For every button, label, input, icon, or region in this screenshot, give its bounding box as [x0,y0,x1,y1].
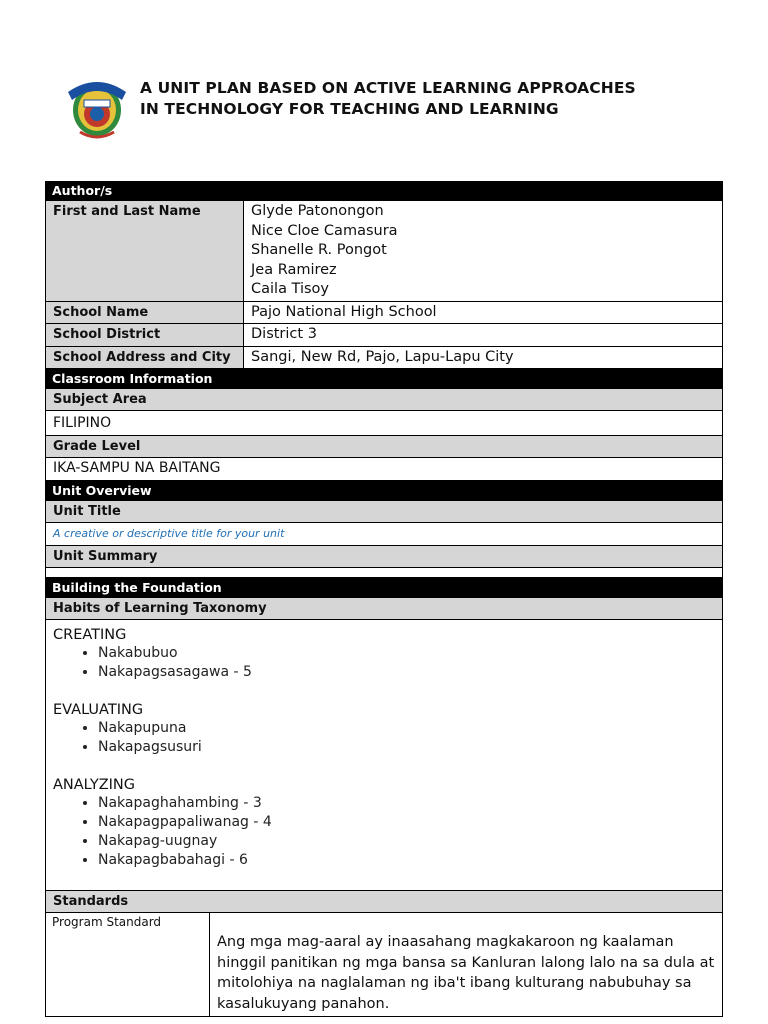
author-name: Jea Ramirez [251,261,337,278]
grade-level: IKA-SAMPU NA BAITANG [53,460,221,476]
college-seal-logo [62,70,132,140]
school-name: Pajo National High School [251,303,437,320]
row-school-district [45,324,723,347]
unit-title-placeholder: A creative or descriptive title for your unit [53,527,285,540]
label-grade-level: Grade Level [46,436,722,457]
row-grade-label [45,436,723,458]
subject-area: FILIPINO [53,415,112,431]
label-school-district: School District [46,324,244,346]
row-unit-title-label [45,501,723,523]
label-standards: Standards [46,891,722,912]
row-unit-summary-value [45,568,723,578]
taxonomy-heading: CREATING [53,627,127,643]
document-title: A UNIT PLAN BASED ON ACTIVE LEARNING APPROACHES IN TECHNOLOGY FOR TEACHING AND LEARNING [140,79,636,118]
taxonomy-heading: EVALUATING [53,702,144,718]
author-name: Nice Cloe Camasura [251,222,398,239]
row-unit-title-value [45,523,723,546]
document-header [62,70,702,150]
school-address: Sangi, New Rd, Pajo, Lapu-Lapu City [251,348,514,365]
taxonomy-list [53,644,272,682]
label-school-address: School Address and City [46,347,244,369]
list-item: • Nakapagpapaliwanag - 4 [98,813,272,832]
school-district: District 3 [251,326,317,342]
row-subject-label [45,389,723,411]
list-item: • Nakapagsasagawa - 5 [98,663,272,682]
section-unit-overview: Unit Overview [45,481,723,501]
list-item: • Nakapaghahambing - 3 [98,794,272,813]
list-item: • Nakabubuo [98,644,272,663]
row-school-name [45,302,723,325]
label-program-standard: Program Standard [46,913,210,1016]
row-unit-summary-label [45,546,723,568]
author-name: Shanelle R. Pongot [251,242,387,258]
row-program-standard [45,913,723,1017]
unit-plan-table [45,181,723,1017]
taxonomy-group-analyzing [53,776,272,870]
taxonomy-group-evaluating [53,701,272,757]
author-name: Caila Tisoy [251,281,330,297]
row-author-names [45,201,723,302]
author-name: Glyde Patonongon [251,203,384,219]
label-habits-of-learning-taxonomy: Habits of Learning Taxonomy [46,598,722,619]
label-first-last-name: First and Last Name [46,201,244,301]
taxonomy-content [46,620,279,890]
label-unit-summary: Unit Summary [46,546,722,567]
label-school-name: School Name [46,302,244,324]
row-standards-label [45,891,723,913]
author-names [244,201,722,301]
section-building-foundation: Building the Foundation [45,578,723,598]
taxonomy-heading: ANALYZING [53,777,135,793]
taxonomy-list [53,794,272,870]
taxonomy-group-creating [53,626,272,682]
row-taxonomy-content [45,620,723,891]
label-subject-area: Subject Area [46,389,722,410]
list-item: • Nakapag-uugnay [98,832,272,851]
row-taxonomy-label [45,598,723,620]
list-item: • Nakapagbabahagi - 6 [98,851,272,870]
row-subject-value [45,411,723,436]
label-unit-title: Unit Title [46,501,722,522]
row-school-address [45,347,723,370]
list-item: • Nakapupuna [98,719,272,738]
section-classroom-information: Classroom Information [45,369,723,389]
program-standard-text: Ang mga mag-aaral ay inaasahang magkakaroon ng kaalaman hinggil panitikan ng mga bansa sa Kanluran lalong lalo na sa dula at mitolohiya na naglalaman ng iba't ibang kulturang nabubuhay sa kasalukuyang panahon. [217,934,715,1012]
section-authors: Author/s [45,181,723,201]
taxonomy-list [53,719,272,757]
row-grade-value [45,458,723,481]
list-item: • Nakapagsusuri [98,738,272,757]
